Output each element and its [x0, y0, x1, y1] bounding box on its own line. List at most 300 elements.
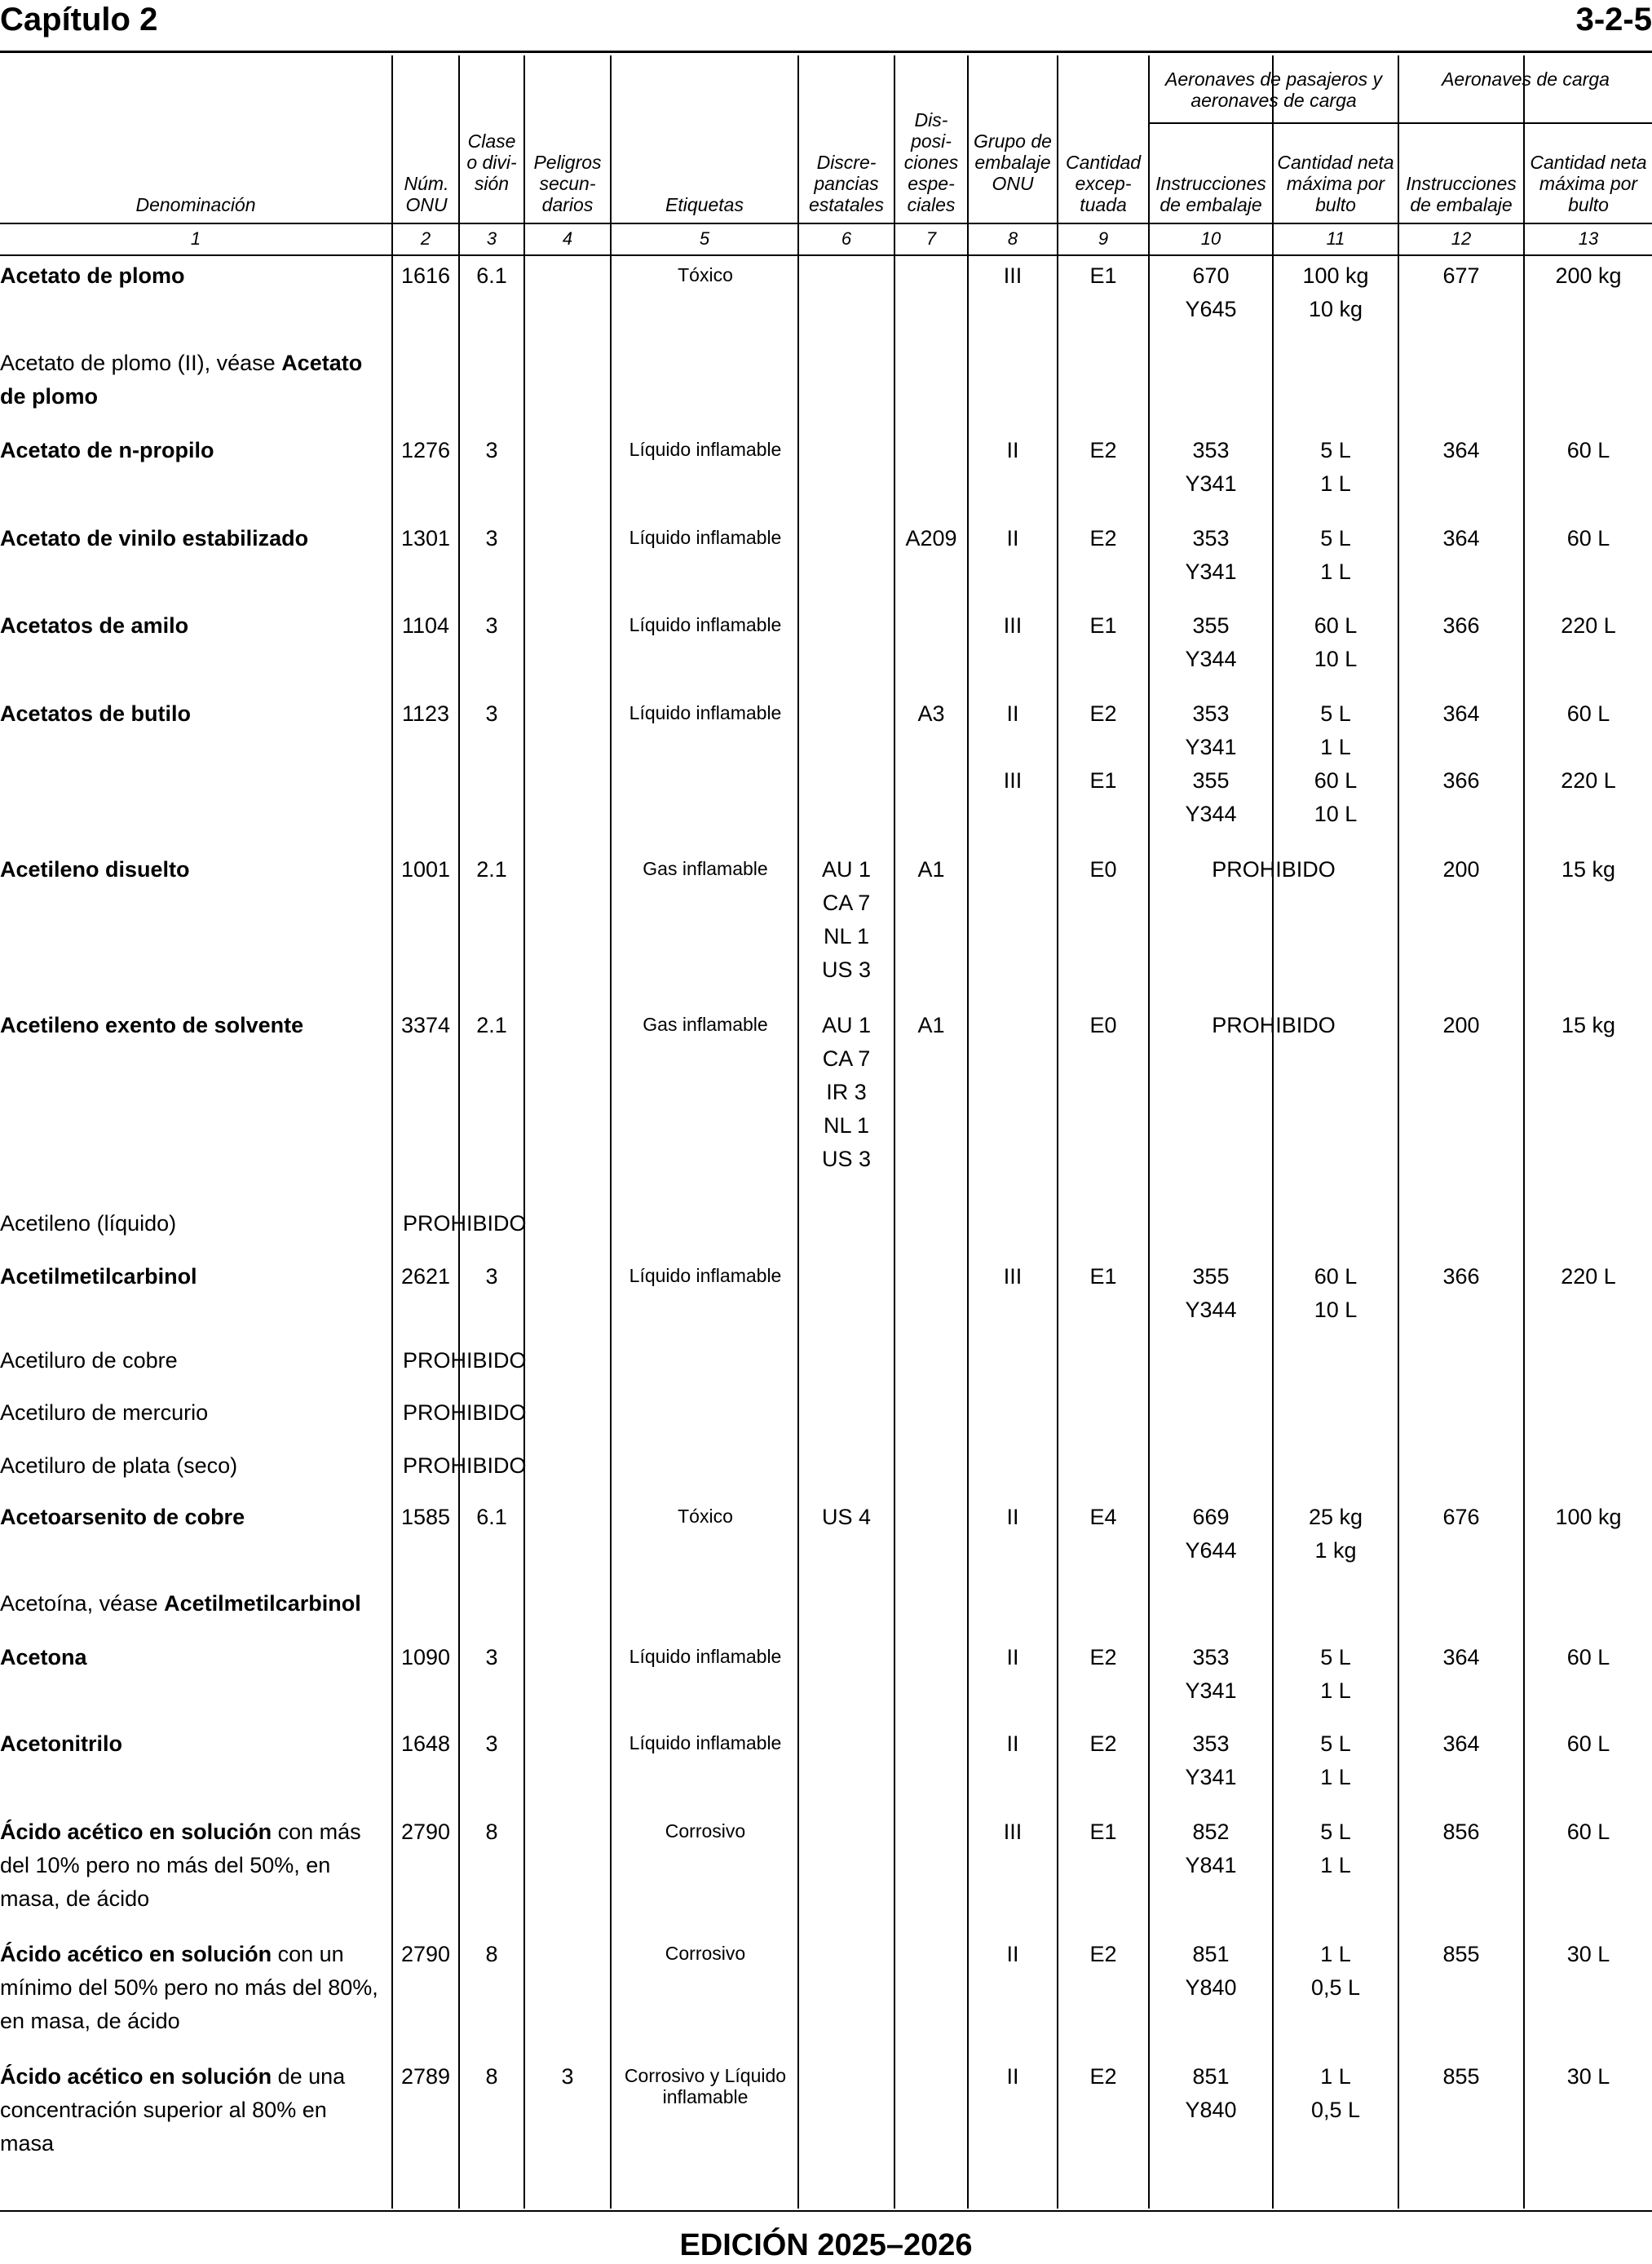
onu-number	[393, 1938, 458, 1971]
denomination	[0, 259, 383, 293]
class-division	[460, 1260, 523, 1293]
pax-max-net-quantity-line: 1 L	[1320, 735, 1351, 759]
pax-packing-instruction-line: 353	[1192, 1645, 1230, 1669]
packing-group-line: II	[1006, 438, 1019, 462]
hazard-label	[613, 1727, 797, 1753]
header-instrucciones-cargo: Instrucciones de embalaje	[1406, 173, 1517, 215]
cargo-packing-instruction-line: 855	[1442, 2064, 1480, 2089]
forbidden-passenger-notice: PROHIBIDO	[1212, 1013, 1336, 1037]
denomination	[0, 1260, 383, 1293]
pax-max-net-quantity	[1274, 1641, 1398, 1708]
hazard-label-line: Líquido inflamable	[629, 439, 782, 460]
onu-number	[393, 1501, 458, 1534]
column-divider	[967, 55, 969, 2209]
forbidden-notice: PROHIBIDO	[403, 1211, 527, 1236]
pax-packing-instruction	[1150, 697, 1272, 831]
cargo-max-net-quantity-line: 60 L	[1566, 1820, 1610, 1844]
pax-max-net-quantity-line: 0,5 L	[1310, 1975, 1361, 2000]
header-discrepancias: Discre- pancias estatales	[808, 152, 885, 215]
excepted-quantity	[1058, 1501, 1148, 1534]
cargo-max-net-quantity	[1525, 522, 1652, 555]
cargo-packing-instruction-line: 366	[1442, 768, 1480, 793]
denomination-bold: Acetato de n-propilo	[0, 438, 214, 462]
denomination: Acetileno (líquido)	[0, 1211, 177, 1236]
onu-number-line: 1276	[400, 438, 451, 462]
denomination-bold: Ácido acético en solución	[0, 1820, 272, 1844]
special-provisions-line: A1	[917, 1013, 945, 1037]
class-division	[460, 1641, 523, 1674]
group-header-rule	[1148, 122, 1652, 124]
packing-group	[969, 1501, 1057, 1534]
excepted-quantity-line: E1	[1089, 768, 1117, 793]
cargo-max-net-quantity-line	[1525, 731, 1652, 764]
excepted-quantity	[1058, 1815, 1148, 1849]
pax-packing-instruction-line: 355	[1192, 613, 1230, 638]
hazard-label-line: Tóxico	[678, 264, 733, 285]
onu-number	[393, 697, 458, 731]
hazard-label	[613, 853, 797, 879]
cargo-packing-instruction	[1399, 522, 1523, 555]
column-divider	[1272, 55, 1274, 2209]
denomination	[0, 1938, 383, 2038]
hazard-label	[613, 1501, 797, 1527]
header-clase: Clase o divi- sión	[466, 130, 517, 194]
onu-number	[393, 259, 458, 293]
denomination-qualifier: de una concentración superior al 80% en masa	[0, 2064, 346, 2156]
class-division-line: 8	[485, 1942, 498, 1966]
header-disposiciones: Dis- posi- ciones espe- ciales	[903, 109, 959, 215]
packing-group-line: II	[1006, 701, 1019, 726]
denomination	[0, 697, 383, 731]
pax-max-net-quantity	[1274, 1938, 1398, 2005]
pax-packing-instruction	[1150, 522, 1272, 589]
class-division	[460, 697, 523, 731]
state-variations-line: US 3	[821, 1147, 872, 1171]
special-provisions	[895, 697, 967, 731]
packing-group	[969, 2060, 1057, 2094]
denomination	[0, 347, 383, 413]
denomination	[0, 1815, 383, 1916]
excepted-quantity-line: E2	[1089, 526, 1117, 551]
onu-number-line: 1648	[400, 1731, 451, 1756]
excepted-quantity	[1058, 609, 1148, 643]
pax-max-net-quantity-line: 1 L	[1320, 2064, 1351, 2089]
column-number: 3	[486, 228, 497, 249]
cargo-max-net-quantity	[1525, 1938, 1652, 1971]
cargo-packing-instruction-line: 200	[1442, 857, 1480, 882]
onu-number-line: 2790	[400, 1820, 451, 1844]
pax-max-net-quantity	[1274, 609, 1398, 676]
onu-number-line: 2621	[400, 1264, 451, 1289]
cargo-packing-instruction-line: 677	[1442, 263, 1480, 288]
state-variations	[799, 853, 894, 987]
hazard-label	[613, 1641, 797, 1667]
onu-number-line: 1123	[401, 701, 450, 726]
state-variations-line: CA 7	[822, 1046, 871, 1071]
excepted-quantity	[1058, 853, 1148, 887]
excepted-quantity-line: E4	[1089, 1505, 1117, 1529]
denomination: Acetiluro de cobre	[0, 1348, 178, 1373]
denomination-bold: Acetato de vinilo estabilizado	[0, 526, 309, 551]
pax-packing-instruction	[1150, 1815, 1272, 1882]
packing-group-line: III	[1003, 768, 1023, 793]
cargo-packing-instruction	[1399, 1009, 1523, 1042]
edition-footer: EDICIÓN 2025–2026	[679, 2228, 973, 2262]
pax-packing-instruction-line: 669	[1192, 1505, 1230, 1529]
footer-rule	[0, 2210, 1652, 2212]
pax-packing-instruction	[1150, 434, 1272, 501]
class-division	[460, 2060, 523, 2094]
pax-packing-instruction	[1150, 1260, 1272, 1327]
hazard-label-line: Líquido inflamable	[629, 1646, 782, 1667]
excepted-quantity-line: E0	[1089, 1013, 1117, 1037]
cross-reference-target: Acetato de plomo	[0, 351, 363, 409]
forbidden-passenger-notice: PROHIBIDO	[1212, 857, 1336, 882]
pax-packing-instruction	[1150, 259, 1272, 326]
hazard-label	[613, 522, 797, 548]
column-number: 10	[1200, 228, 1221, 249]
onu-number	[393, 853, 458, 887]
chapter-title: Capítulo 2	[0, 2, 158, 38]
forbidden-notice: PROHIBIDO	[403, 1400, 527, 1425]
class-division-line: 8	[485, 1820, 498, 1844]
onu-number-line: 1616	[400, 263, 451, 288]
pax-packing-instruction-line: Y341	[1185, 471, 1237, 496]
cargo-packing-instruction	[1399, 1641, 1523, 1674]
cargo-max-net-quantity-line: 15 kg	[1561, 857, 1616, 882]
cargo-max-net-quantity	[1525, 1260, 1652, 1293]
hazard-label-line: Corrosivo	[665, 1820, 746, 1842]
pax-max-net-quantity-line: 10 L	[1314, 802, 1358, 826]
cargo-max-net-quantity-line: 200 kg	[1555, 263, 1622, 288]
pax-packing-instruction-line: Y840	[1185, 1975, 1237, 2000]
cargo-packing-instruction-line: 676	[1442, 1505, 1480, 1529]
column-divider	[1057, 55, 1058, 2209]
onu-number-line: 1001	[400, 857, 451, 882]
header-grupo: Grupo de embalaje ONU	[974, 130, 1052, 194]
onu-number	[393, 1727, 458, 1761]
column-number: 8	[1007, 228, 1018, 249]
onu-number-line: 1104	[401, 613, 450, 638]
packing-group-line: III	[1003, 613, 1023, 638]
denomination-bold: Acetilmetilcarbinol	[0, 1264, 197, 1289]
onu-number-line: 1090	[400, 1645, 451, 1669]
packing-group-line: II	[1006, 526, 1019, 551]
denomination	[0, 2060, 383, 2160]
cargo-max-net-quantity	[1525, 1641, 1652, 1674]
subsidiary-hazard-line: 3	[561, 2064, 574, 2089]
hazard-label-line: Corrosivo y Líquido inflamable	[624, 2065, 787, 2107]
cargo-packing-instruction	[1399, 1938, 1523, 1971]
denomination-bold: Acetileno disuelto	[0, 857, 190, 882]
column-divider	[894, 55, 895, 2209]
pax-max-net-quantity-line: 100 kg	[1302, 263, 1369, 288]
pax-max-net-quantity	[1274, 522, 1398, 589]
column-number: 6	[841, 228, 852, 249]
excepted-quantity-line: E2	[1089, 701, 1117, 726]
denomination-qualifier: con más del 10% pero no más del 50%, en masa, de ácido	[0, 1820, 361, 1911]
column-divider	[523, 55, 525, 2209]
excepted-quantity-line: E1	[1089, 263, 1117, 288]
header-cantidad-neta-pax: Cantidad neta máxima por bulto	[1277, 152, 1394, 215]
cargo-max-net-quantity	[1525, 1501, 1652, 1534]
pax-packing-instruction-line: Y341	[1185, 735, 1237, 759]
excepted-quantity-line: E1	[1089, 613, 1117, 638]
class-division-line: 6.1	[476, 1505, 507, 1529]
cargo-packing-instruction-line: 364	[1442, 438, 1480, 462]
packing-group-line: III	[1003, 1820, 1023, 1844]
column-number: 5	[699, 228, 710, 249]
class-division-line: 3	[485, 1645, 498, 1669]
onu-number	[393, 434, 458, 467]
state-variations-line: NL 1	[823, 1113, 870, 1138]
denomination	[0, 1587, 383, 1621]
class-division	[460, 1815, 523, 1849]
cargo-max-net-quantity	[1525, 1815, 1652, 1849]
excepted-quantity	[1058, 1727, 1148, 1761]
packing-group-line: II	[1006, 1645, 1019, 1669]
column-divider	[1523, 55, 1525, 2209]
cargo-packing-instruction	[1399, 2060, 1523, 2094]
column-header-rule	[0, 223, 1652, 224]
excepted-quantity	[1058, 1641, 1148, 1674]
denomination-bold: Acetoarsenito de cobre	[0, 1505, 245, 1529]
pax-max-net-quantity-line: 1 L	[1320, 1853, 1351, 1877]
hazard-label	[613, 259, 797, 285]
state-variations-line: AU 1	[821, 1013, 872, 1037]
pax-max-net-quantity-line: 1 L	[1320, 559, 1351, 584]
cargo-max-net-quantity	[1525, 259, 1652, 293]
excepted-quantity-line: E2	[1089, 2064, 1117, 2089]
hazard-label	[613, 2060, 797, 2107]
pax-packing-instruction-line: Y341	[1185, 1678, 1237, 1703]
pax-max-net-quantity-line: 10 kg	[1308, 297, 1363, 321]
special-provisions-line: A3	[917, 701, 945, 726]
pax-max-net-quantity	[1274, 1501, 1398, 1568]
cargo-max-net-quantity-line: 60 L	[1566, 1645, 1610, 1669]
pax-packing-instruction	[1150, 2060, 1272, 2127]
special-provisions	[895, 522, 967, 555]
column-number: 1	[190, 228, 201, 249]
cross-reference-target: Acetilmetilcarbinol	[164, 1591, 361, 1616]
cargo-packing-instruction-line: 366	[1442, 613, 1480, 638]
excepted-quantity	[1058, 259, 1148, 293]
header-instrucciones-pax: Instrucciones de embalaje	[1155, 173, 1266, 215]
hazard-label-line: Tóxico	[678, 1506, 733, 1527]
packing-group-line: III	[1003, 1264, 1023, 1289]
excepted-quantity	[1058, 522, 1148, 555]
cargo-packing-instruction	[1399, 259, 1523, 293]
group-header-cargo: Aeronaves de carga	[1442, 69, 1610, 90]
pax-packing-instruction	[1150, 609, 1272, 676]
state-variations-line: AU 1	[821, 857, 872, 882]
pax-max-net-quantity	[1274, 434, 1398, 501]
cargo-max-net-quantity	[1525, 1009, 1652, 1042]
cargo-packing-instruction-line: 364	[1442, 1731, 1480, 1756]
packing-group	[969, 1815, 1057, 1849]
header-cantidad-neta-cargo: Cantidad neta máxima por bulto	[1530, 152, 1647, 215]
page-number: 3-2-5	[1575, 2, 1652, 38]
cargo-max-net-quantity	[1525, 2060, 1652, 2094]
column-number: 12	[1451, 228, 1472, 249]
hazard-label-line: Líquido inflamable	[629, 1732, 782, 1753]
cargo-packing-instruction	[1399, 1815, 1523, 1849]
cargo-max-net-quantity-line: 60 L	[1566, 1731, 1610, 1756]
class-division	[460, 259, 523, 293]
denomination-bold: Acetatos de butilo	[0, 701, 192, 726]
hazard-label-line: Corrosivo	[665, 1943, 746, 1964]
pax-max-net-quantity-line: 5 L	[1320, 526, 1351, 551]
denomination	[0, 1009, 383, 1042]
pax-packing-instruction-line: Y341	[1185, 1765, 1237, 1789]
pax-packing-instruction-line: 353	[1192, 438, 1230, 462]
cargo-packing-instruction-line: 855	[1442, 1942, 1480, 1966]
cargo-max-net-quantity	[1525, 434, 1652, 467]
pax-packing-instruction-line: 353	[1192, 1731, 1230, 1756]
column-number: 7	[925, 228, 937, 249]
pax-max-net-quantity-line: 10 L	[1314, 647, 1358, 671]
hazard-label-line: Gas inflamable	[643, 1014, 768, 1035]
excepted-quantity-line: E1	[1089, 1264, 1117, 1289]
state-variations-line: IR 3	[826, 1080, 867, 1104]
denomination	[0, 434, 383, 467]
pax-max-net-quantity	[1274, 1815, 1398, 1882]
cargo-max-net-quantity-line: 60 L	[1566, 438, 1610, 462]
pax-packing-instruction-line: 851	[1192, 1942, 1230, 1966]
column-number: 2	[420, 228, 431, 249]
special-provisions-line: A209	[905, 526, 957, 551]
class-division-line: 2.1	[476, 1013, 507, 1037]
onu-number-line: 2789	[400, 2064, 451, 2089]
excepted-quantity	[1058, 1260, 1148, 1293]
class-division-line: 3	[485, 438, 498, 462]
pax-max-net-quantity	[1274, 259, 1398, 326]
hazard-label-line: Líquido inflamable	[629, 702, 782, 723]
hazard-label-line: Líquido inflamable	[629, 527, 782, 548]
header-etiquetas: Etiquetas	[665, 194, 744, 215]
cargo-max-net-quantity-line: 100 kg	[1555, 1505, 1622, 1529]
onu-number	[393, 1009, 458, 1042]
column-number: 11	[1326, 228, 1345, 249]
hazard-label	[613, 434, 797, 460]
cargo-max-net-quantity-line: 220 L	[1561, 613, 1616, 638]
cargo-max-net-quantity-line: 30 L	[1566, 2064, 1610, 2089]
onu-number	[393, 522, 458, 555]
pax-max-net-quantity	[1274, 1727, 1398, 1794]
cargo-max-net-quantity-line: 220 L	[1561, 1264, 1616, 1289]
class-division	[460, 1501, 523, 1534]
cargo-packing-instruction	[1399, 1727, 1523, 1761]
denomination-bold: Acetato de plomo	[0, 263, 185, 288]
packing-group-line	[969, 731, 1057, 764]
cargo-packing-instruction	[1399, 434, 1523, 467]
excepted-quantity	[1058, 1009, 1148, 1042]
onu-number-line: 2790	[400, 1942, 451, 1966]
packing-group	[969, 259, 1057, 293]
pax-max-net-quantity	[1274, 697, 1398, 831]
packing-group-line: III	[1003, 263, 1023, 288]
header-cantidad-exceptuada: Cantidad excep- tuada	[1065, 152, 1142, 215]
denomination	[0, 522, 383, 555]
onu-number	[393, 1260, 458, 1293]
cargo-packing-instruction-line: 364	[1442, 526, 1480, 551]
cargo-packing-instruction-line	[1399, 731, 1523, 764]
hazard-label-line: Líquido inflamable	[629, 614, 782, 635]
header-peligros: Peligros secun- darios	[533, 152, 602, 215]
pax-max-net-quantity-line: 5 L	[1320, 1820, 1351, 1844]
cargo-packing-instruction-line: 366	[1442, 1264, 1480, 1289]
pax-packing-instruction-line: Y645	[1185, 297, 1237, 321]
onu-number-line: 1301	[400, 526, 451, 551]
class-division	[460, 434, 523, 467]
cargo-max-net-quantity	[1525, 1727, 1652, 1761]
class-division-line: 6.1	[476, 263, 507, 288]
excepted-quantity-line: E2	[1089, 1645, 1117, 1669]
cargo-max-net-quantity-line: 30 L	[1566, 1942, 1610, 1966]
denomination	[0, 1727, 383, 1761]
packing-group	[969, 522, 1057, 555]
packing-group-line: II	[1006, 1731, 1019, 1756]
hazard-label	[613, 1009, 797, 1035]
pax-packing-instruction-line: Y644	[1185, 1538, 1237, 1563]
column-divider	[391, 55, 393, 2209]
excepted-quantity-line: E2	[1089, 1942, 1117, 1966]
cargo-max-net-quantity	[1525, 853, 1652, 887]
hazard-label	[613, 1938, 797, 1964]
header-rule	[0, 51, 1652, 53]
cargo-packing-instruction-line: 364	[1442, 1645, 1480, 1669]
cargo-max-net-quantity-line: 60 L	[1566, 526, 1610, 551]
denomination-bold: Acetatos de amilo	[0, 613, 189, 638]
denomination-bold: Acetonitrilo	[0, 1731, 123, 1756]
denomination	[0, 1501, 383, 1534]
pax-packing-instruction-line: Y840	[1185, 2098, 1237, 2122]
cargo-max-net-quantity-line: 15 kg	[1561, 1013, 1616, 1037]
excepted-quantity-line: E2	[1089, 438, 1117, 462]
pax-max-net-quantity-line: 1 L	[1320, 1765, 1351, 1789]
class-division	[460, 1727, 523, 1761]
column-number-rule	[0, 254, 1652, 256]
subsidiary-hazard	[525, 2060, 610, 2094]
cargo-max-net-quantity	[1525, 697, 1652, 798]
pax-packing-instruction-line: Y841	[1185, 1853, 1237, 1877]
pax-packing-instruction-line: 353	[1192, 701, 1230, 726]
denomination: Acetiluro de mercurio	[0, 1400, 209, 1425]
pax-packing-instruction	[1150, 1641, 1272, 1708]
pax-packing-instruction-line: Y341	[1185, 559, 1237, 584]
class-division	[460, 1009, 523, 1042]
cargo-packing-instruction	[1399, 1501, 1523, 1534]
class-division	[460, 853, 523, 887]
forbidden-notice: PROHIBIDO	[403, 1348, 527, 1373]
excepted-quantity	[1058, 1938, 1148, 1971]
onu-number	[393, 1815, 458, 1849]
pax-max-net-quantity-line: 1 L	[1320, 1678, 1351, 1703]
column-number: 13	[1578, 228, 1599, 249]
class-division-line: 8	[485, 2064, 498, 2089]
hazard-label	[613, 697, 797, 723]
packing-group	[969, 434, 1057, 467]
column-number: 9	[1098, 228, 1109, 249]
packing-group	[969, 609, 1057, 643]
class-division-line: 3	[485, 526, 498, 551]
packing-group	[969, 1641, 1057, 1674]
class-division-line: 3	[485, 701, 498, 726]
pax-max-net-quantity-line: 5 L	[1320, 1645, 1351, 1669]
pax-packing-instruction	[1150, 1727, 1272, 1794]
cargo-packing-instruction-line: 200	[1442, 1013, 1480, 1037]
cargo-packing-instruction	[1399, 609, 1523, 643]
